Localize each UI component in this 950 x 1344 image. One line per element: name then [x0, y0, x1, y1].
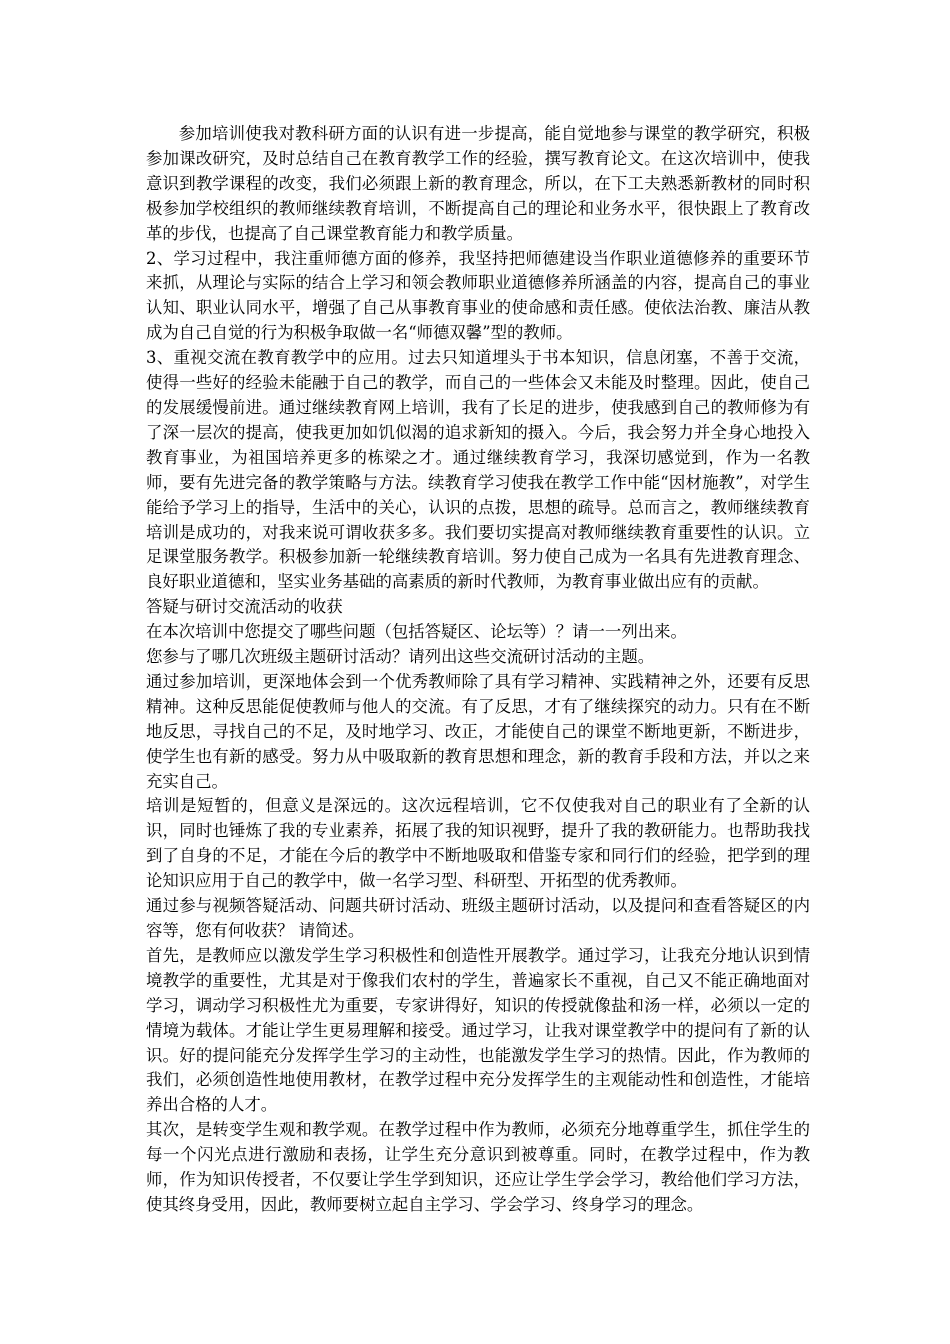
paragraph-first-point: 首先，是教师应以激发学生学习积极性和创造性开展教学。通过学习，让我充分地认识到情境教学的重要性，尤其是对于像我们农村的学生，普遍家长不重视，自己又不能正确地面对学习，调动学习积极性尤为重要，专家讲得好，知识的传授就像盐和汤一样，必须以一定的情境为载体。才能让学生更易理解和接受。通过学习，让我对课堂教学中的提问有了新的认识。好的提问能充分发挥学生学习的主动性，也能激发学生学习的热情。因此，作为教师的我们，必须创造性地使用教材，在教学过程中充分发挥学生的主观能动性和创造性，才能培养出合格的人才。	[146, 945, 810, 1115]
paragraph-reflection: 通过参加培训，更深地体会到一个优秀教师除了具有学习精神、实践精神之外，还要有反思精神。这种反思能促使教师与他人的交流。有了反思，才有了继续探究的动力。只有在不断地反思，寻找自己的不足，及时地学习、改正，才能使自己的课堂不断地更新，不断进步，使学生也有新的感受。努力从中吸取新的教育思想和理念，新的教育手段和方法，并以之来充实自己。	[146, 671, 810, 791]
document-body	[146, 122, 810, 1218]
section-heading-qa-gains: 答疑与研讨交流活动的收获	[146, 597, 343, 617]
question-seminar-topics: 您参与了哪几次班级主题研讨活动？请列出这些交流研讨活动的主题。	[146, 647, 655, 667]
question-activity-gains: 通过参与视频答疑活动、问题共研讨活动、班级主题研讨活动，以及提问和查看答疑区的内容等，您有何收获？ 请简述。	[146, 896, 810, 940]
paragraph-teacher-ethics: 2、学习过程中，我注重师德方面的修养，我坚持把师德建设当作职业道德修养的重要环节来抓，从理论与实际的结合上学习和领会教师职业道德修养所涵盖的内容，提高自己的事业认知、职业认同水平，增强了自己从事教育事业的使命感和责任感。使依法治教、廉洁从教成为自己自觉的行为积极争取做一名“师德双馨”型的教师。	[146, 248, 810, 343]
paragraph-exchange-application: 3、重视交流在教育教学中的应用。过去只知道埋头于书本知识，信息闭塞，不善于交流，使得一些好的经验未能融于自己的教学，而自己的一些体会又未能及时整理。因此，使自己的发展缓慢前进。通过继续教育网上培训，我有了长足的进步，使我感到自己的教师修为有了深一层次的提高，使我更加如饥似渴的追求新知的摄入。今后，我会努力并全身心地投入教育事业，为祖国培养更多的栋梁之才。通过继续教育学习，我深切感觉到，作为一名教师，要有先进完备的教学策略与方法。续教育学习使我在教学工作中能“因材施教”，对学生能给予学习上的指导，生活中的关心，认识的点拨，思想的疏导。总而言之，教师继续教育培训是成功的，对我来说可谓收获多多。我们要切实提高对教师继续教育重要性的认识。立足课堂服务教学。积极参加新一轮继续教育培训。努力使自己成为一名具有先进教育理念、良好职业道德和，坚实业务基础的高素质的新时代教师，为教育事业做出应有的贡献。	[146, 348, 810, 592]
paragraph-research-improvement: 参加培训使我对教科研方面的认识有进一步提高，能自觉地参与课堂的教学研究，积极参加课改研究，及时总结自己在教育教学工作的经验，撰写教育论文。在这次培训中，使我意识到教学课程的改变，我们必须跟上新的教育理念，所以，在下工夫熟悉新教材的同时积极参加学校组织的教师继续教育培训，不断提高自己的理论和业务水平，很快跟上了教育改革的步伐，也提高了自己课堂教育能力和教学质量。	[146, 124, 810, 243]
paragraph-second-point: 其次，是转变学生观和教学观。在教学过程中作为教师，必须充分地尊重学生，抓住学生的每一个闪光点进行激励和表扬，让学生充分意识到被尊重。同时，在教学过程中，作为教师，作为知识传授者，不仅要让学生学到知识，还应让学生学会学习，教给他们学习方法，使其终身受用，因此，教师要树立起自主学习、学会学习、终身学习的理念。	[146, 1120, 810, 1214]
paragraph-training-significance: 培训是短暂的，但意义是深远的。这次远程培训，它不仅使我对自己的职业有了全新的认识，同时也锤炼了我的专业素养，拓展了我的知识视野，提升了我的教研能力。也帮助我找到了自身的不足，才能在今后的教学中不断地吸取和借鉴专家和同行们的经验，把学到的理论知识应用于自己的教学中，做一名学习型、科研型、开拓型的优秀教师。	[146, 796, 810, 891]
question-submitted-issues: 在本次培训中您提交了哪些问题（包括答疑区、论坛等）？请一一列出来。	[146, 622, 687, 642]
